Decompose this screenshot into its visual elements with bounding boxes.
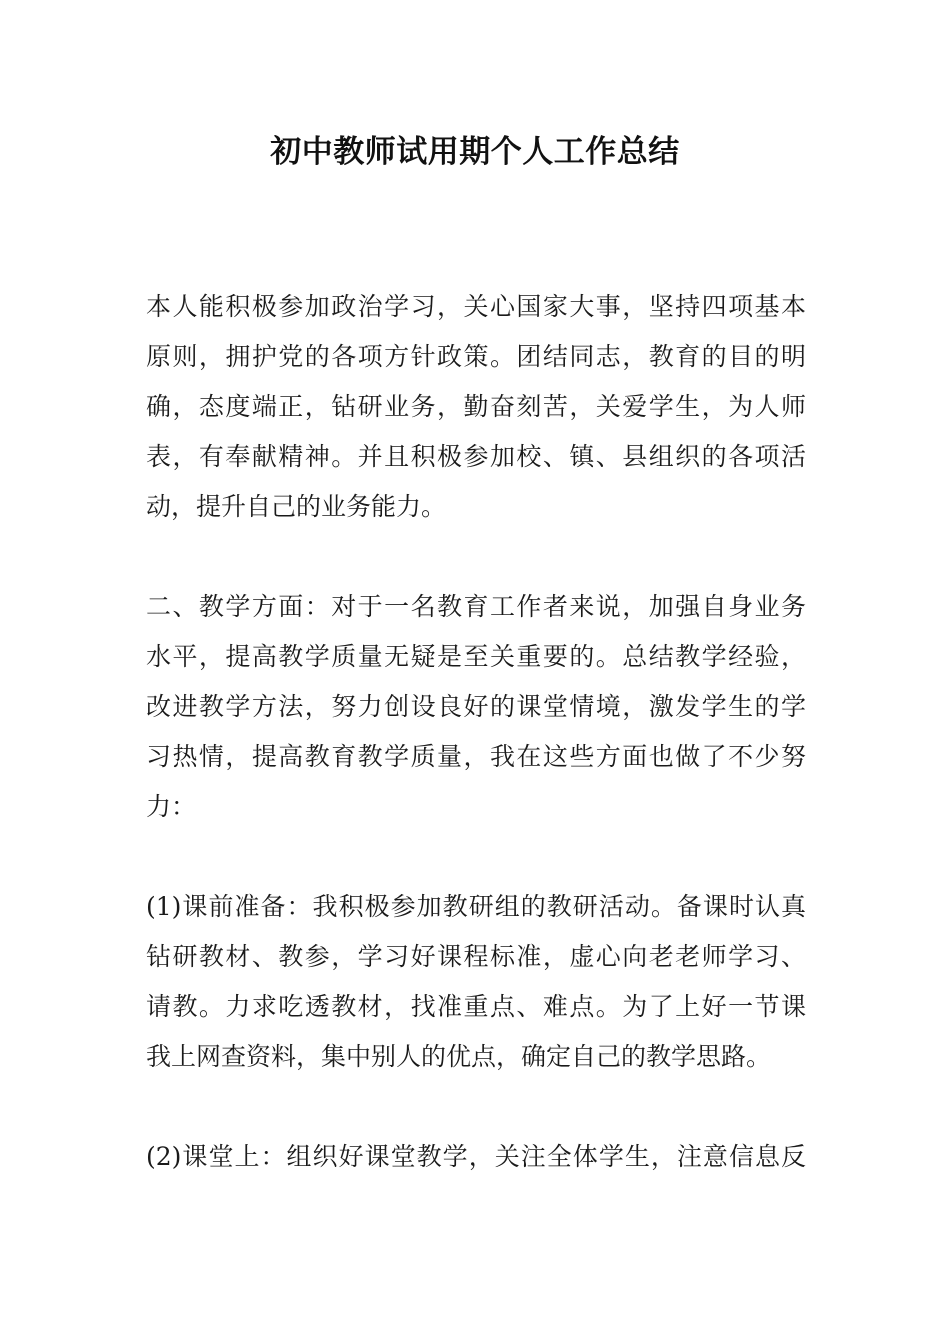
paragraph-line: 水平，提高教学质量无疑是至关重要的。总结教学经验， xyxy=(146,642,806,671)
paragraph-in-class xyxy=(146,1132,806,1182)
paragraph-line: 钻研教材、教参，学习好课程标准，虚心向老老师学习、 xyxy=(146,942,806,971)
paragraph-line: 力： xyxy=(146,792,197,821)
document-body xyxy=(146,282,806,1232)
paragraph-lesson-preparation xyxy=(146,882,806,1082)
paragraph-line: 动，提升自己的业务能力。 xyxy=(146,492,447,521)
paragraph-line: (1)课前准备：我积极参加教研组的教研活动。备课时认真 xyxy=(146,892,806,921)
paragraph-line: 请教。力求吃透教材，找准重点、难点。为了上好一节课 xyxy=(146,992,806,1021)
document-title: 初中教师试用期个人工作总结 xyxy=(270,134,680,170)
paragraph-line: 原则，拥护党的各项方针政策。团结同志，教育的目的明 xyxy=(146,342,806,371)
paragraph-line: 习热情，提高教育教学质量，我在这些方面也做了不少努 xyxy=(146,742,806,771)
paragraph-line: 改进教学方法，努力创设良好的课堂情境，激发学生的学 xyxy=(146,692,806,721)
paragraph-teaching-section xyxy=(146,582,806,832)
paragraph-line: 本人能积极参加政治学习，关心国家大事，坚持四项基本 xyxy=(146,292,806,321)
paragraph-line: 表，有奉献精神。并且积极参加校、镇、县组织的各项活 xyxy=(146,442,806,471)
paragraph-line: 二、教学方面：对于一名教育工作者来说，加强自身业务 xyxy=(146,592,806,621)
paragraph-line: (2)课堂上：组织好课堂教学，关注全体学生，注意信息反 xyxy=(146,1142,806,1171)
paragraph-political-study xyxy=(146,282,806,532)
paragraph-line: 确，态度端正，钻研业务，勤奋刻苦，关爱学生，为人师 xyxy=(146,392,806,421)
paragraph-line: 我上网查资料，集中别人的优点，确定自己的教学思路。 xyxy=(146,1042,772,1071)
